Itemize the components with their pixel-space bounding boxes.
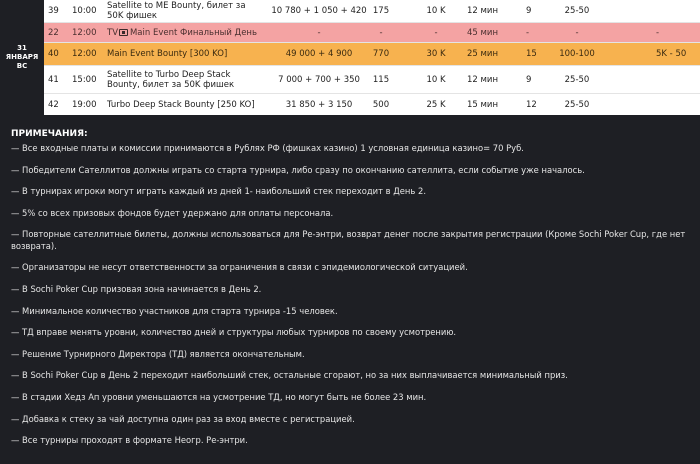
event-name: Main Event Финальный День	[129, 27, 257, 38]
note-item: — 5% со всех призовых фондов будет удержано для оплаты персонала.	[11, 207, 334, 218]
note-item: — Добавка к стеку за чай доступна один раз за вход вместе с регистрацией.	[11, 413, 355, 424]
event-extra: -	[656, 27, 660, 38]
event-time: 19:00	[72, 99, 97, 110]
day-weekday: ВС	[16, 62, 28, 70]
event-extra	[656, 94, 700, 115]
event-fee: 115	[372, 74, 390, 85]
day-label	[0, 0, 44, 115]
event-time: 12:00	[72, 49, 97, 59]
event-stack: 10 K	[426, 6, 446, 16]
event-buyin: 10 780 + 1 050 + 420	[271, 6, 367, 16]
event-extra	[656, 0, 700, 22]
event-time: 12:00	[72, 27, 97, 38]
day-month: ЯНВАРЯ	[5, 53, 39, 61]
note-item: — ТД вправе менять уровни, количество дней и структуры любых турниров по своему усмотрению.	[11, 327, 457, 338]
event-stack: 25 K	[426, 99, 446, 110]
tv-label: TV	[107, 27, 119, 38]
table-row[interactable]	[44, 66, 700, 94]
event-buyin: 49 000 + 4 900	[285, 49, 353, 59]
note-item: — Повторные сателлитные билеты, должны использоваться для Ре-энтри, возврат денег после закрытия регистрации (Кроме Sochi Poker Cup, где нет возврата).	[11, 229, 686, 252]
event-buyin: 31 850 + 3 150	[285, 99, 353, 110]
table-row[interactable]	[44, 23, 700, 43]
event-name-cell	[107, 23, 257, 42]
note-item: — В Sochi Poker Cup в День 2 переходит наибольший стек, остальные сгорают, но за них выплачивается минимальный приз.	[11, 370, 568, 381]
event-late-reg: 15	[526, 49, 537, 59]
event-extra	[656, 66, 700, 93]
event-fee: 500	[372, 99, 390, 110]
event-buyin: 7 000 + 700 + 350	[278, 74, 360, 85]
event-number: 39	[48, 6, 59, 16]
event-number: 22	[48, 27, 59, 38]
event-name: Satellite to ME Bounty, билет за 50K фишек	[107, 1, 246, 21]
table-row[interactable]	[44, 43, 700, 66]
event-stack: 30 K	[426, 49, 446, 59]
event-buyin: -	[317, 27, 321, 38]
note-item: — Все турниры проходят в формате Неогр. Ре-энтри.	[11, 435, 248, 446]
schedule-table	[0, 0, 700, 115]
event-level: 12 мин	[467, 74, 499, 85]
event-extra: 5K - 50	[656, 49, 687, 59]
event-fee: 175	[372, 6, 390, 16]
event-late-reg: 9	[526, 74, 532, 85]
event-blinds: 100-100	[559, 49, 595, 59]
notes-title: ПРИМЕЧАНИЯ:	[11, 129, 88, 139]
notes-section	[11, 127, 691, 456]
event-blinds: 25-50	[564, 74, 590, 85]
event-name: Satellite to Turbo Deep Stack Bounty, билет за 50K фишек	[107, 69, 235, 90]
event-late-reg: 9	[526, 6, 532, 16]
event-fee: -	[379, 27, 383, 38]
note-item: — Все входные платы и комиссии принимаются в Рублях РФ (фишках казино) 1 условная единица казино= 70 Руб.	[11, 143, 524, 153]
note-item: — Минимальное количество участников для старта турнира -15 человек.	[11, 305, 338, 316]
table-row[interactable]	[44, 0, 700, 23]
event-fee: 770	[372, 49, 390, 59]
event-name: Turbo Deep Stack Bounty [250 KO]	[107, 99, 255, 110]
table-row[interactable]	[44, 94, 700, 115]
day-date: 31	[17, 44, 27, 52]
event-name: Main Event Bounty [300 KO]	[107, 49, 228, 59]
event-number: 42	[48, 99, 59, 110]
event-blinds: 25-50	[564, 99, 590, 110]
event-stack: -	[434, 27, 438, 38]
event-stack: 10 K	[426, 74, 446, 85]
note-item: — Организаторы не несут ответственности за ограничения в связи с эпидемиологической ситуацией.	[11, 262, 468, 273]
event-blinds: 25-50	[564, 6, 590, 16]
event-blinds: -	[575, 27, 579, 38]
tv-icon	[119, 29, 128, 36]
note-item: — Решение Турнирного Директора (ТД) является окончательным.	[11, 348, 305, 359]
note-item: — Победители Сателлитов должны играть со старта турнира, либо сразу по окончанию сателлита, если событие уже началось.	[11, 164, 585, 175]
note-item: — В Sochi Poker Cup призовая зона начинается в День 2.	[11, 283, 262, 294]
event-level: 25 мин	[467, 49, 499, 59]
event-time: 15:00	[72, 74, 97, 85]
event-level: 45 мин	[467, 27, 499, 38]
note-item: — В стадии Хедз Ап уровни уменьшаются на усмотрение ТД, но могут быть не более 23 мин.	[11, 391, 427, 402]
event-late-reg: -	[526, 27, 530, 38]
event-number: 41	[48, 74, 59, 85]
event-level: 15 мин	[467, 99, 499, 110]
event-level: 12 мин	[467, 6, 499, 16]
event-number: 40	[48, 49, 59, 59]
event-late-reg: 12	[526, 99, 537, 110]
event-time: 10:00	[72, 6, 97, 16]
note-item: — В турнирах игроки могут играть каждый из дней 1- наибольший стек переходит в День 2.	[11, 186, 426, 197]
